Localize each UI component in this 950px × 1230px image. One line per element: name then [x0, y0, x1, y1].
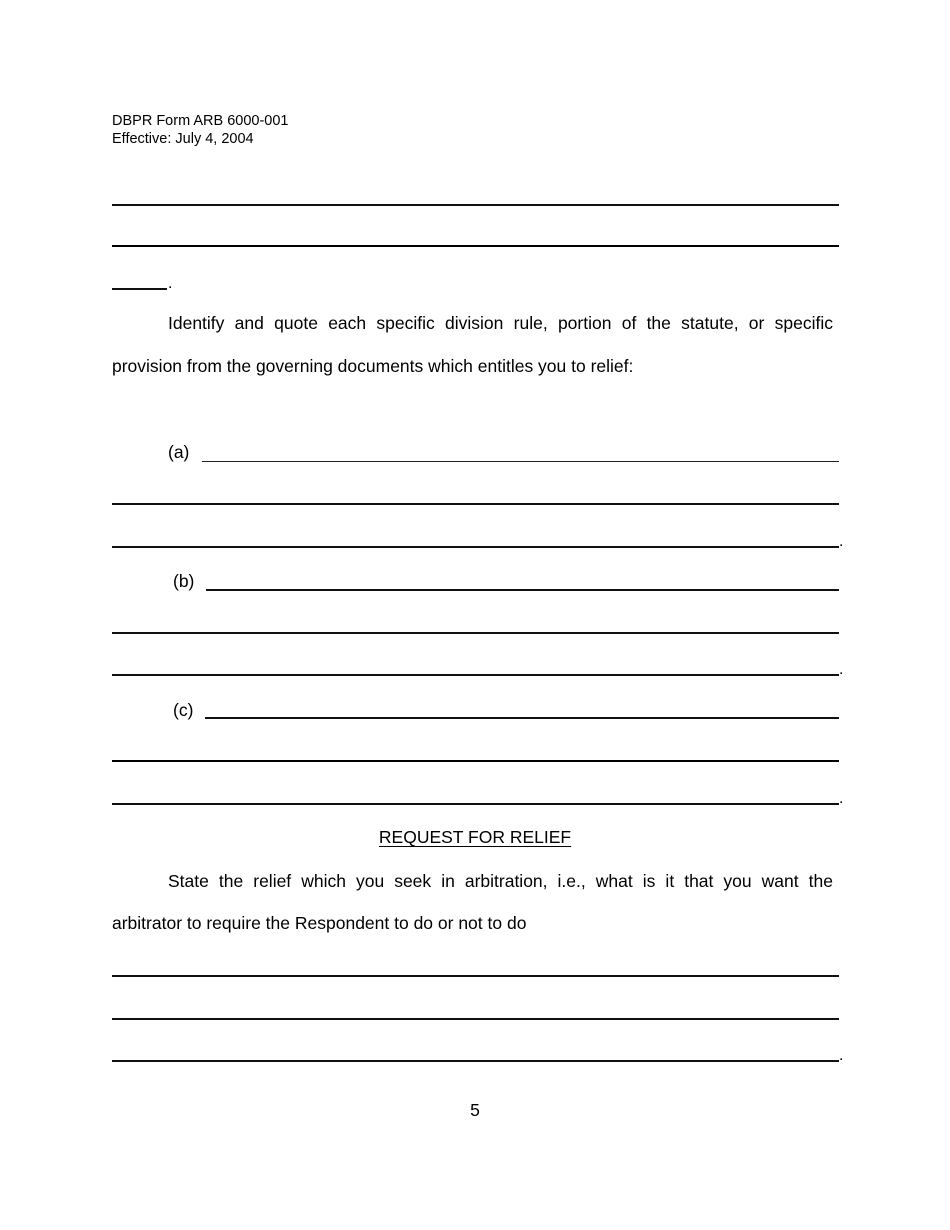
- item-c-period: .: [839, 790, 844, 807]
- item-c-line-3[interactable]: [112, 803, 839, 805]
- form-id: DBPR Form ARB 6000-001: [112, 113, 289, 129]
- relief-instruction-text-1: State the relief which you seek in arbitration, i.e., what is it that you want the: [168, 871, 833, 891]
- item-a-label: (a): [168, 442, 190, 462]
- item-c-label: (c): [173, 700, 194, 720]
- item-c-line-1[interactable]: [205, 717, 839, 719]
- identify-instruction-text-1: Identify and quote each specific division rule, portion of the statute, or specific: [168, 313, 833, 333]
- item-c-line-2[interactable]: [112, 760, 839, 762]
- blank-line-top-2[interactable]: [112, 245, 839, 247]
- item-a-line-3[interactable]: [112, 546, 839, 548]
- relief-line-3[interactable]: [112, 1060, 839, 1062]
- relief-line-1[interactable]: [112, 975, 839, 977]
- item-a-line-1[interactable]: [202, 461, 839, 462]
- item-b-line-1[interactable]: [206, 589, 839, 591]
- relief-period: .: [839, 1047, 844, 1064]
- request-for-relief-heading-text: REQUEST FOR RELIEF: [378, 827, 572, 847]
- relief-instruction-line-2: arbitrator to require the Respondent to do or not to do: [112, 913, 527, 933]
- item-b-label: (b): [173, 571, 195, 591]
- item-a-line-2[interactable]: [112, 503, 839, 505]
- effective-date: Effective: July 4, 2004: [112, 131, 254, 147]
- page-number: 5: [470, 1100, 480, 1120]
- identify-instruction-line-2: provision from the governing documents which entitles you to relief:: [112, 356, 634, 376]
- item-b-period: .: [839, 661, 844, 678]
- short-blank-period: .: [168, 275, 173, 292]
- blank-line-top-1[interactable]: [112, 204, 839, 206]
- relief-line-2[interactable]: [112, 1018, 839, 1020]
- item-b-line-2[interactable]: [112, 632, 839, 634]
- relief-instruction-line-1: [168, 871, 833, 891]
- item-b-line-3[interactable]: [112, 674, 839, 676]
- request-for-relief-heading: [0, 827, 950, 847]
- item-a-period: .: [839, 533, 844, 550]
- identify-instruction-line-1: [168, 313, 833, 333]
- short-blank-line[interactable]: [112, 288, 167, 290]
